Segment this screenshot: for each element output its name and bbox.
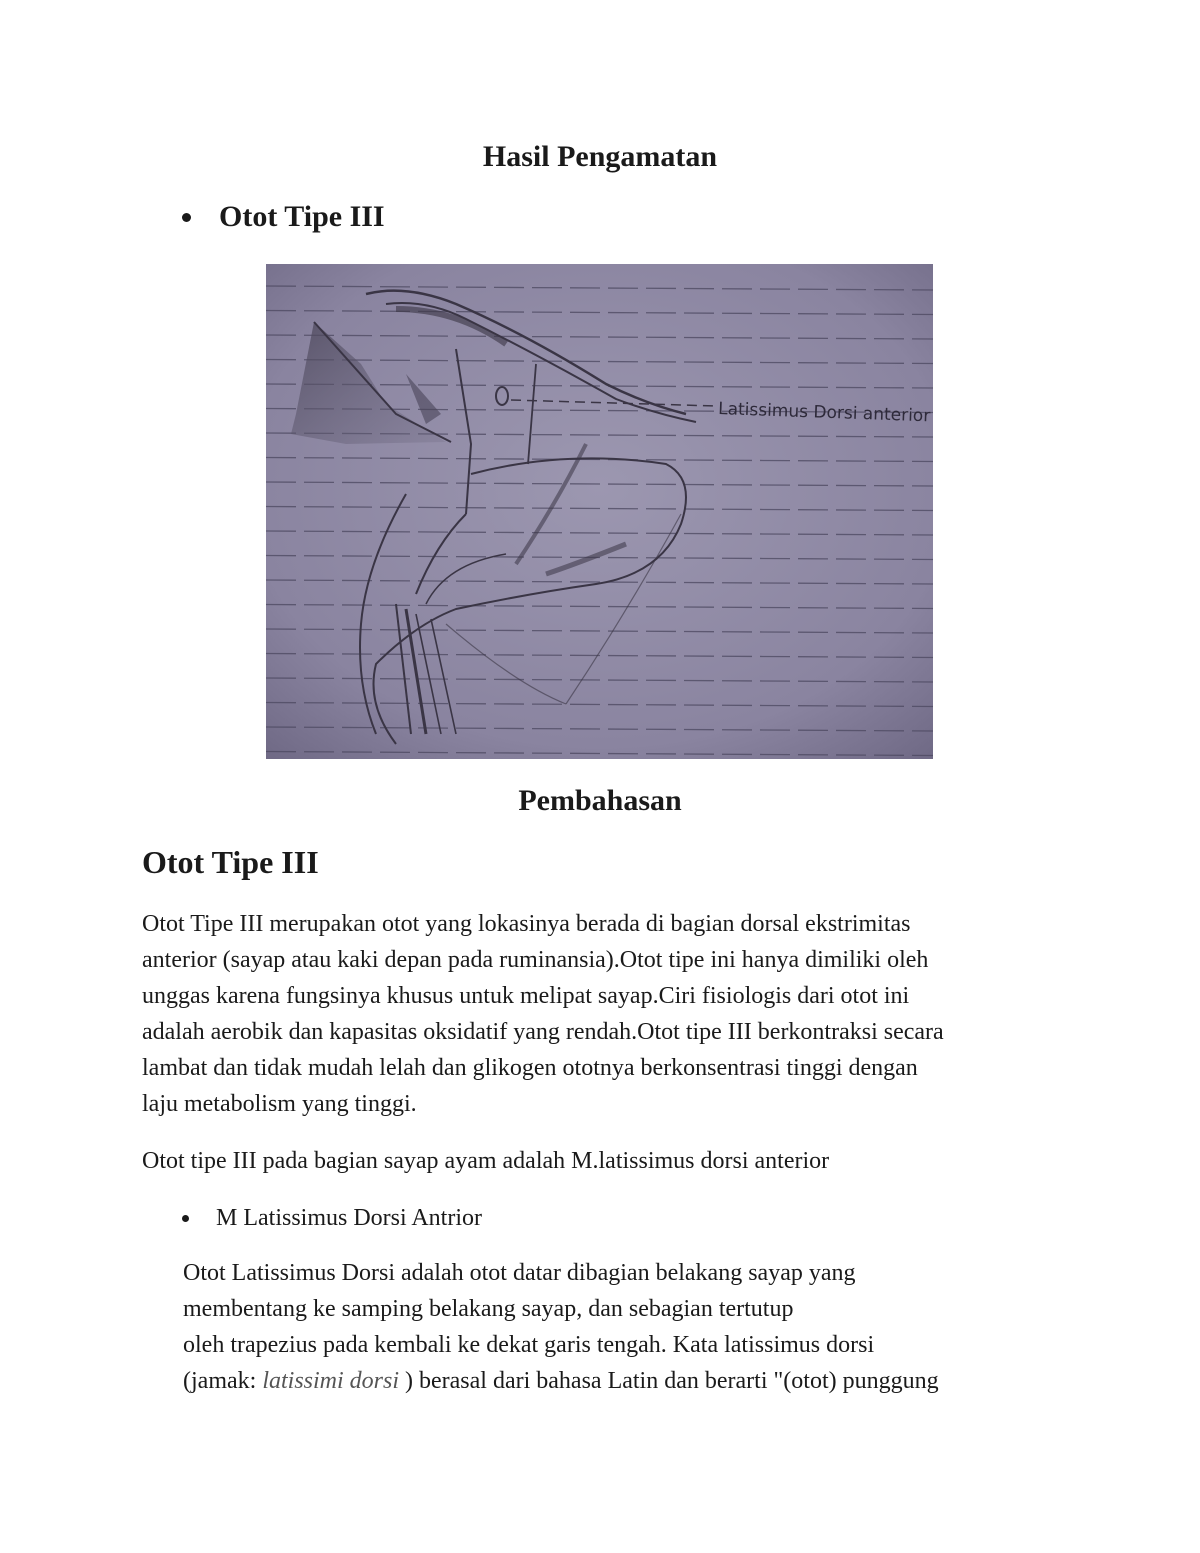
muscle-drawing-illustration — [266, 264, 933, 759]
text-after-italic: ) berasal dari bahasa Latin dan berarti "(otot) punggung — [399, 1368, 939, 1394]
paragraph-line: Otot Latissimus Dorsi adalah otot datar dibagian belakang sayap yang — [183, 1260, 856, 1286]
paragraph-line: unggas karena fungsinya khusus untuk melipat sayap.Ciri fisiologis dari otot ini — [142, 983, 910, 1009]
text-before-italic: (jamak: — [183, 1368, 263, 1394]
discussion-heading: Pembahasan — [518, 784, 682, 817]
muscle-drawing-photo — [266, 264, 933, 759]
paragraph-line: membentang ke samping belakang sayap, dan sebagian tertutup — [183, 1296, 794, 1322]
latissimus-bullet-text: M Latissimus Dorsi Antrior — [216, 1205, 483, 1231]
paragraph-line: laju metabolism yang tinggi. — [142, 1091, 417, 1117]
paragraph-latissimus — [183, 1255, 1083, 1399]
paragraph-otot-tipe-iii — [142, 906, 1082, 1122]
page-title: Hasil Pengamatan — [482, 140, 718, 173]
paragraph-line: anterior (sayap atau kaki depan pada ruminansia).Otot tipe ini hanya dimiliki oleh — [142, 947, 929, 973]
observation-bullet — [182, 200, 385, 234]
paragraph-line: lambat dan tidak mudah lelah dan glikogen ototnya berkonsentrasi tinggi dengan — [142, 1055, 918, 1081]
observation-bullet-text: Otot Tipe III — [219, 200, 385, 233]
figure-handwritten-label: Latissimus Dorsi anterior — [717, 399, 931, 427]
paragraph-wing-muscle: Otot tipe III pada bagian sayap ayam adalah M.latissimus dorsi anterior — [142, 1148, 830, 1174]
section-heading: Otot Tipe III — [142, 844, 319, 880]
italic-latin-term: latissimi dorsi — [262, 1368, 400, 1394]
bullet-icon — [182, 213, 191, 222]
bullet-icon — [182, 1215, 189, 1222]
paragraph-line: oleh trapezius pada kembali ke dekat garis tengah. Kata latissimus dorsi — [183, 1332, 875, 1358]
paragraph-line: Otot Tipe III merupakan otot yang lokasinya berada di bagian dorsal ekstrimitas — [142, 911, 911, 937]
paper-background — [266, 264, 933, 759]
latissimus-bullet — [182, 1200, 482, 1236]
paragraph-line-last — [183, 1363, 1083, 1399]
paragraph-line: adalah aerobik dan kapasitas oksidatif yang rendah.Otot tipe III berkontraksi secara — [142, 1019, 944, 1045]
